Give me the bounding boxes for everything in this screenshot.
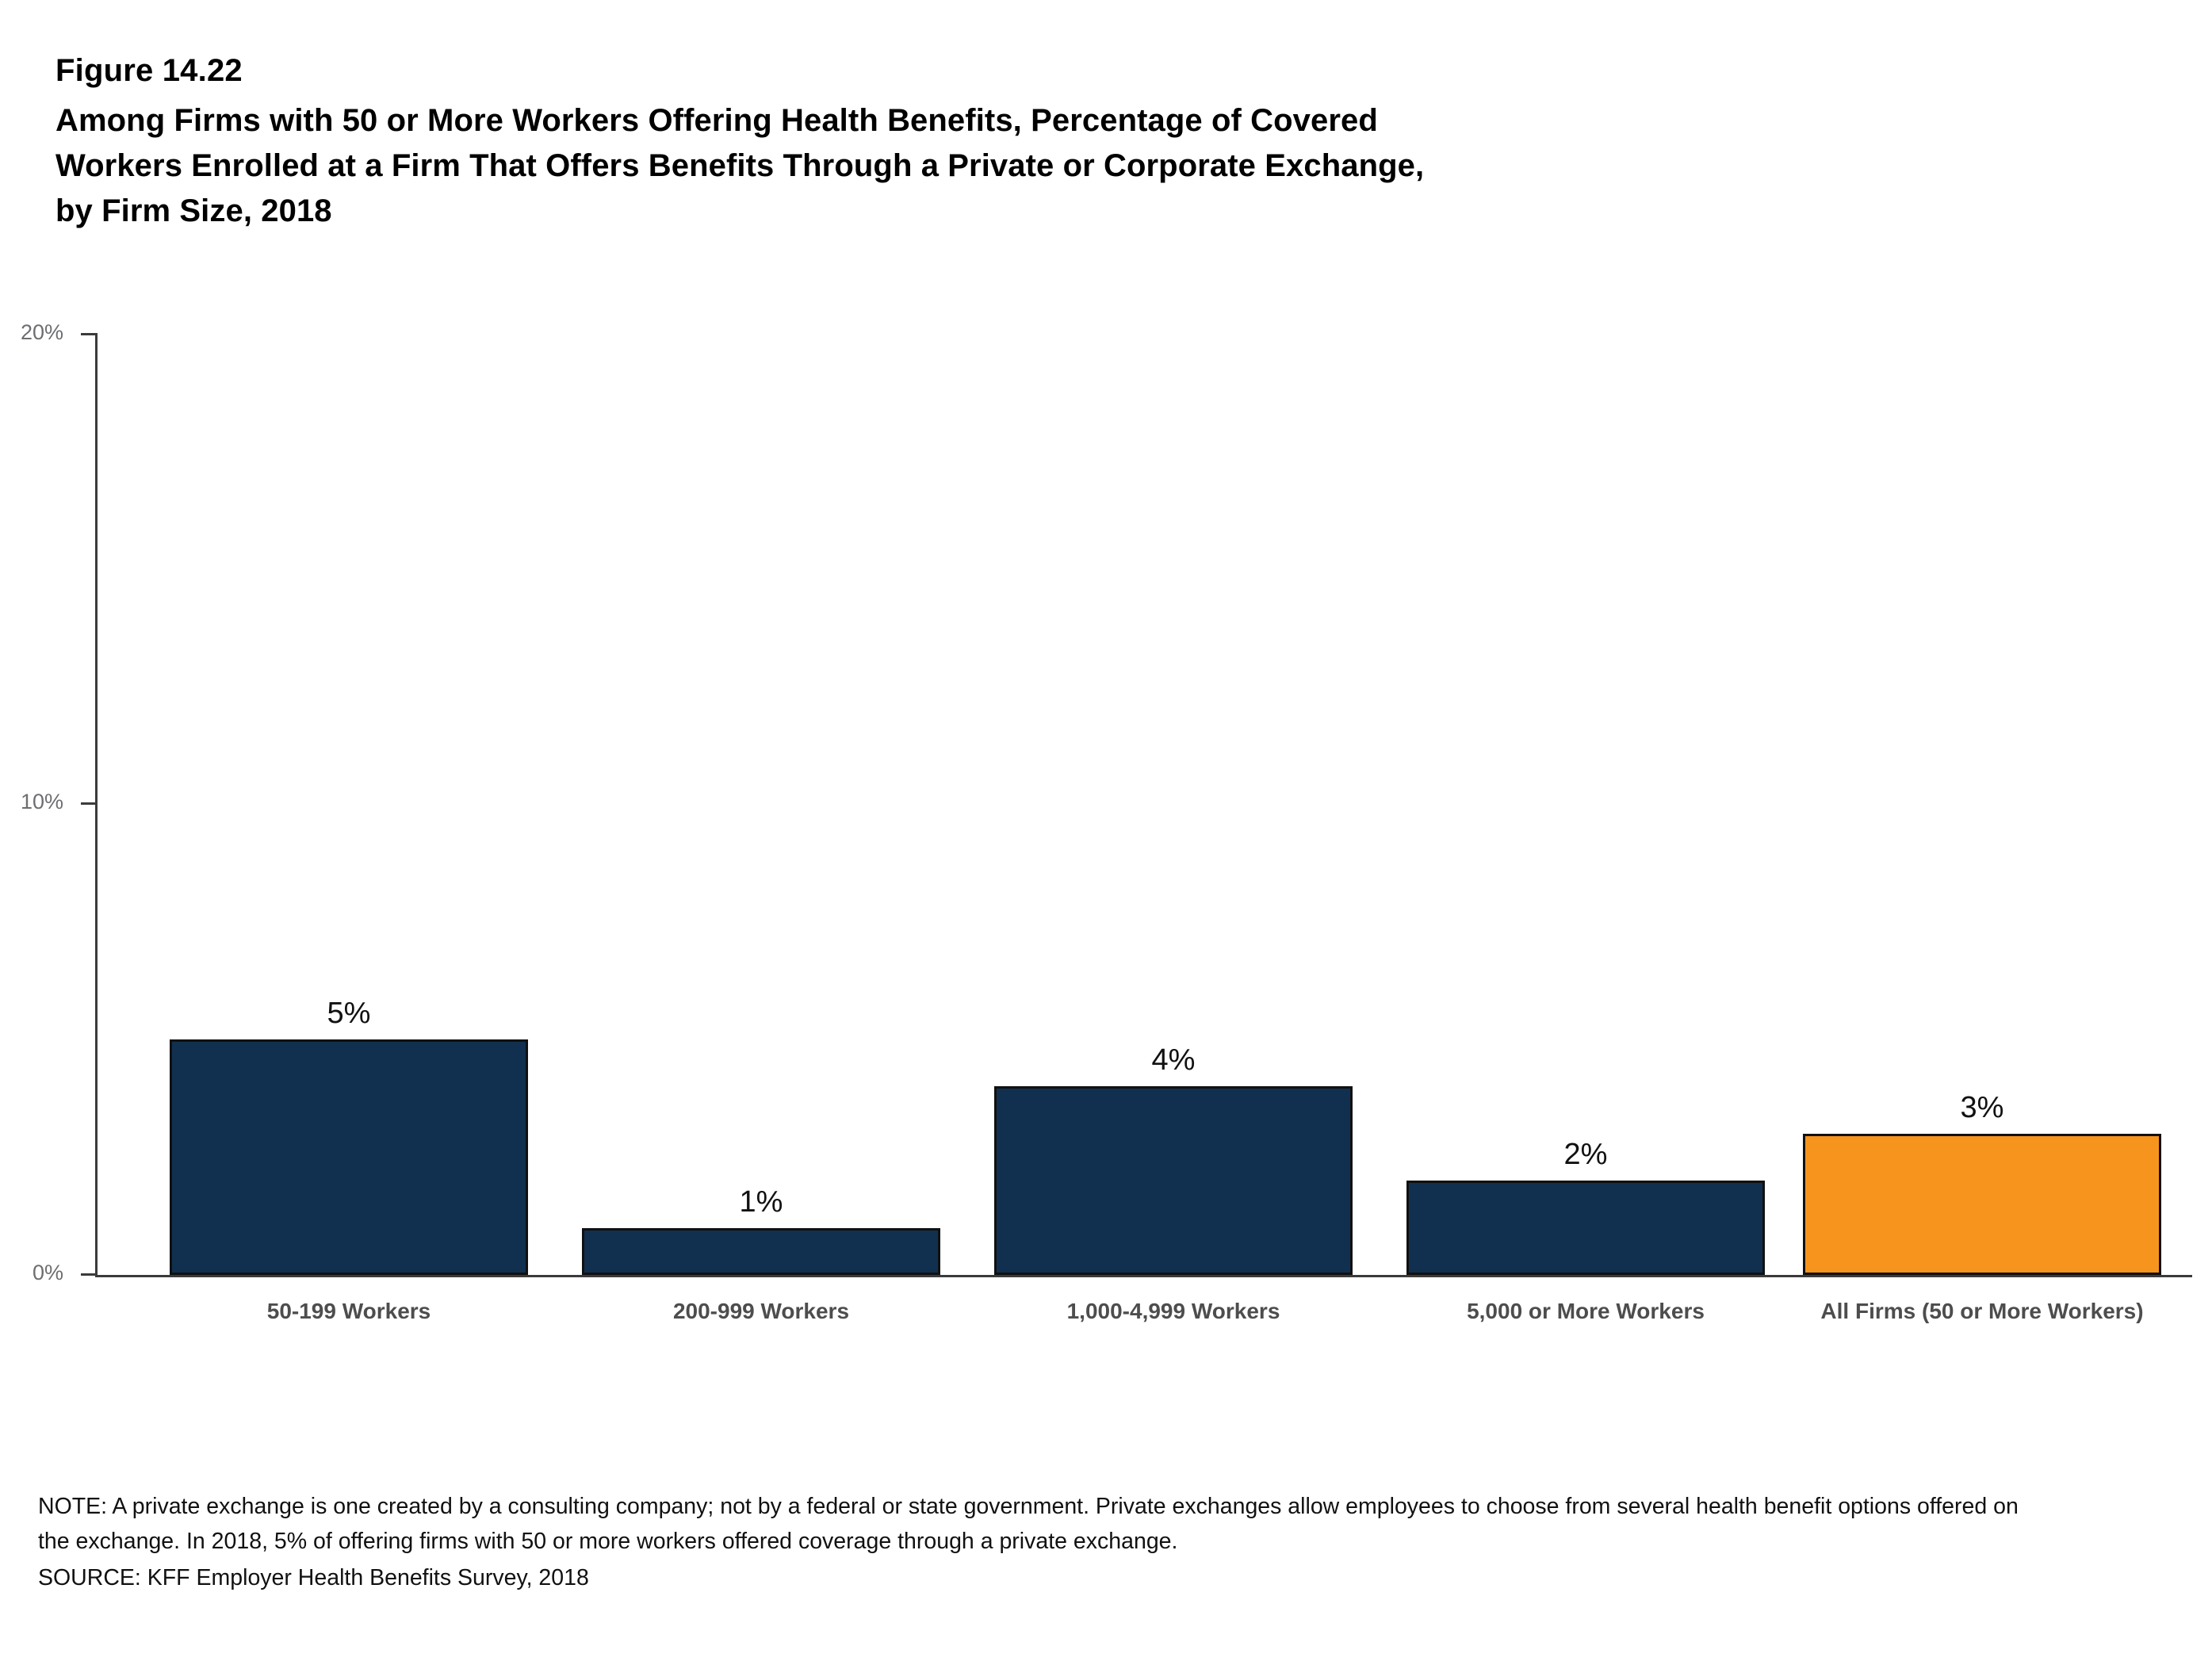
source-text: SOURCE: KFF Employer Health Benefits Survey, 2018 — [38, 1565, 589, 1591]
bar-5000-or-more[interactable] — [1406, 1181, 1765, 1275]
bar-value-all-firms: 3% — [1960, 1091, 2004, 1124]
footnotes — [38, 1489, 2020, 1596]
title-block — [55, 49, 1998, 233]
plot-area — [20, 320, 2192, 1323]
y-tick-label-0: 0% — [32, 1261, 63, 1284]
bar-group-50-199 — [143, 333, 555, 1275]
category-label-50-199: 50-199 Workers — [266, 1299, 431, 1323]
bar-1000-4999[interactable] — [994, 1086, 1353, 1275]
figure-title-line-3: by Firm Size, 2018 — [55, 193, 332, 228]
figure-number: Figure 14.22 — [55, 53, 243, 88]
bar-value-5000-or-more: 2% — [1563, 1138, 1608, 1171]
note-text: NOTE: A private exchange is one created by a consulting company; not by a federal or state government. Private exchanges allow employees to choose from several health benefit options offered on the exchange. In 2018, 5% of offering firms with 50 or more workers offered coverage through a private exchange. — [38, 1494, 2019, 1555]
figure-title-line-1: Among Firms with 50 or More Workers Offering Health Benefits, Percentage of Covered — [55, 103, 1378, 138]
bar-value-1000-4999: 4% — [1151, 1043, 1196, 1077]
bar-group-1000-4999 — [967, 333, 1380, 1275]
bar-all-firms[interactable] — [1803, 1134, 2161, 1275]
y-tick-mark-20 — [81, 333, 95, 335]
category-label-all-firms: All Firms (50 or More Workers) — [1820, 1299, 2144, 1323]
y-tick-mark-0 — [81, 1273, 95, 1276]
category-label-5000-or-more: 5,000 or More Workers — [1467, 1299, 1705, 1323]
category-label-200-999: 200-999 Workers — [672, 1299, 850, 1323]
bar-group-5000-or-more — [1380, 333, 1792, 1275]
bar-group-200-999 — [555, 333, 967, 1275]
bar-value-50-199: 5% — [327, 997, 371, 1030]
figure-title-line-2: Workers Enrolled at a Firm That Offers Benefits Through a Private or Corporate Exchange, — [55, 147, 1425, 183]
bar-chart — [0, 320, 2212, 1323]
bar-50-199[interactable] — [170, 1039, 528, 1275]
bar-group-all-firms — [1776, 333, 2188, 1275]
bar-200-999[interactable] — [582, 1228, 940, 1275]
bar-value-200-999: 1% — [739, 1185, 783, 1219]
y-tick-label-10: 10% — [20, 790, 63, 813]
bar-series — [95, 333, 2192, 1323]
category-label-1000-4999: 1,000-4,999 Workers — [1066, 1299, 1280, 1323]
y-tick-label-20: 20% — [20, 320, 63, 344]
y-tick-mark-10 — [81, 802, 95, 805]
